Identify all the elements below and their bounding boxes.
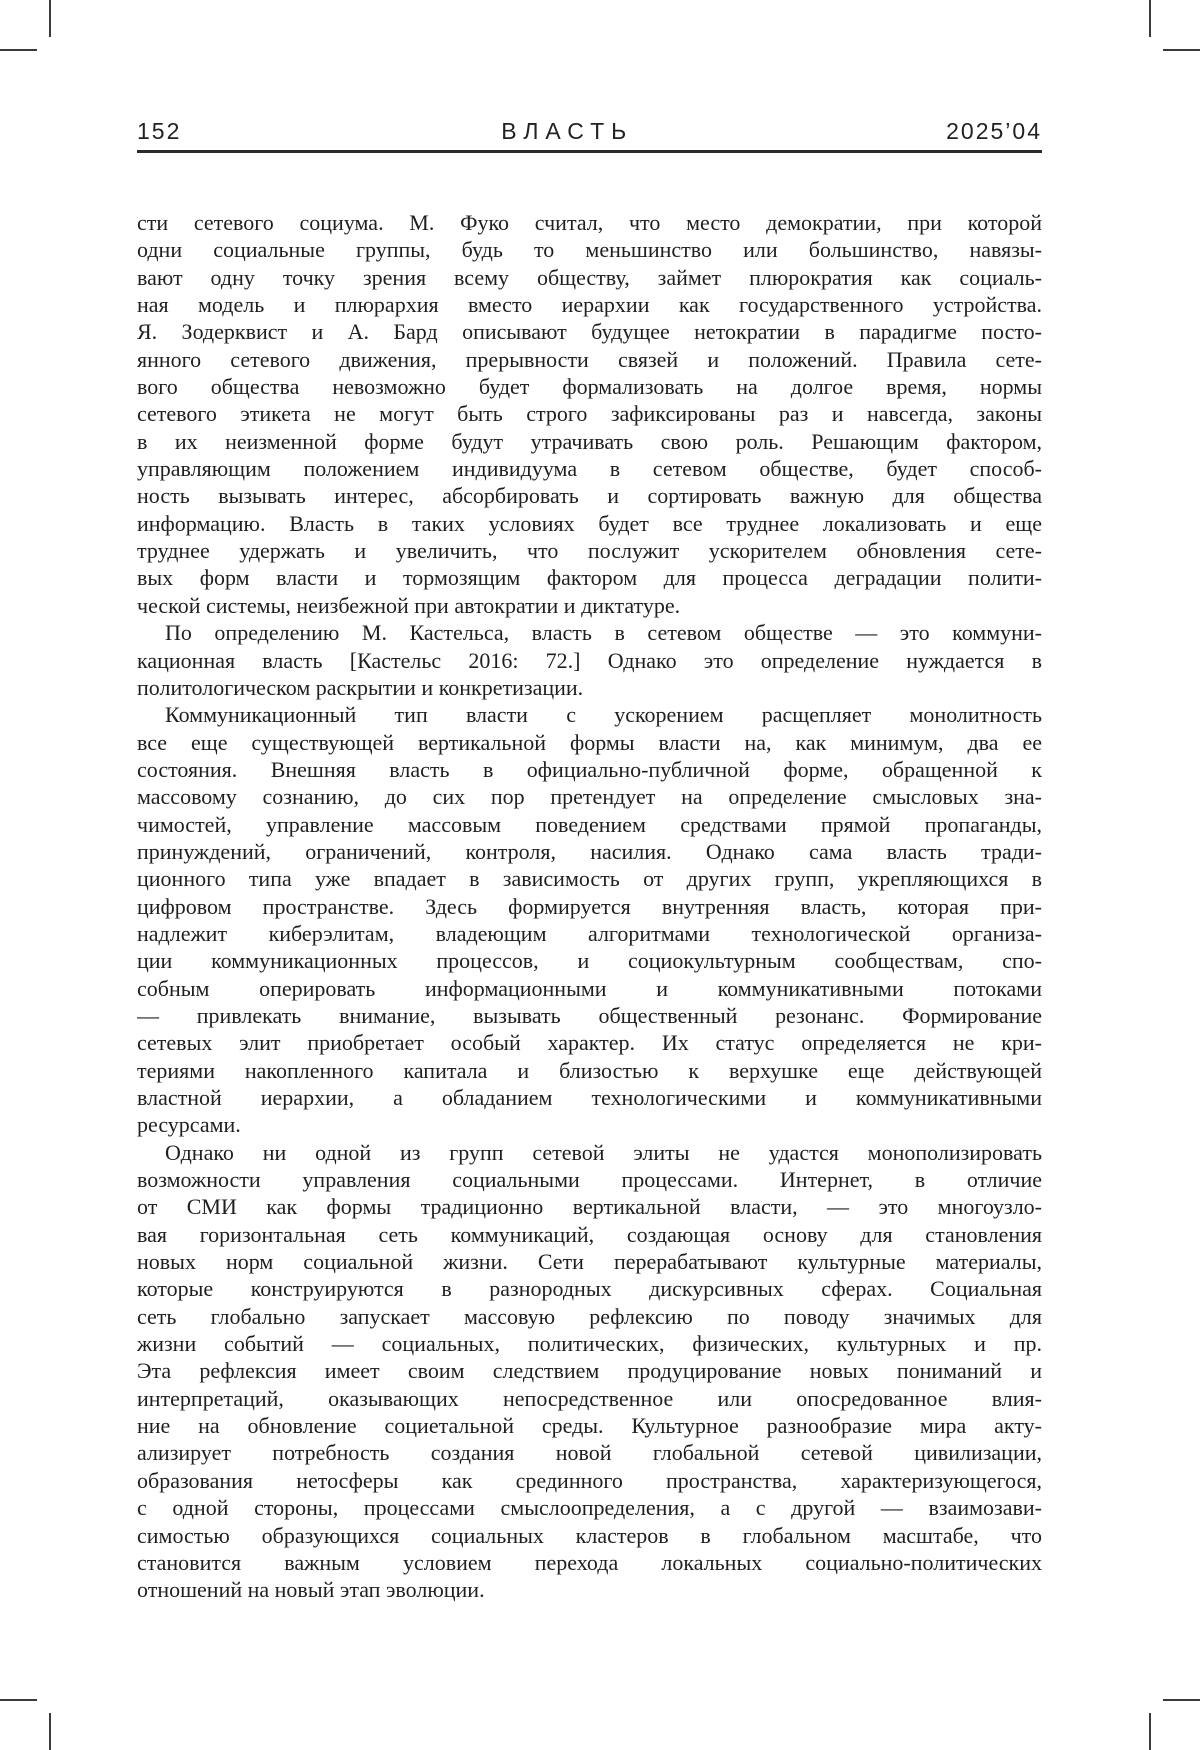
text-line: образования нетосферы как срединного пространства, характеризующегося, [137, 1467, 1042, 1493]
text-line: которые конструируются в разнородных дискурсивных сферах. Социальная [137, 1276, 1042, 1302]
text-line: жизни событий — социальных, политических, физических, культурных и пр. [137, 1331, 1042, 1357]
text-line: массовому сознанию, до сих пор претендует на определение смысловых зна- [137, 784, 1042, 810]
text-line: информацию. Власть в таких условиях будет все труднее локализовать и еще [137, 510, 1042, 536]
text-line: кационная власть [Кастельс 2016: 72.] Однако это определение нуждается в [137, 647, 1042, 673]
crop-mark-top-left-horizontal [0, 49, 37, 51]
text-line: возможности управления социальными процессами. Интернет, в отличие [137, 1167, 1042, 1193]
text-line: ность вызывать интерес, абсорбировать и сортировать важную для общества [137, 483, 1042, 509]
article-body [137, 209, 1042, 1604]
crop-mark-top-right-vertical [1149, 0, 1151, 37]
text-line: янного сетевого движения, прерывности связей и положений. Правила сете- [137, 346, 1042, 372]
text-line: собным оперировать информационными и коммуникативными потоками [137, 975, 1042, 1001]
crop-mark-top-left-vertical [49, 0, 51, 37]
text-line: Я. Зодерквист и А. Бард описывают будущее нетократии в парадигме посто- [137, 319, 1042, 345]
text-line: надлежит киберэлитам, владеющим алгоритмами технологической организа- [137, 920, 1042, 946]
text-line: от СМИ как формы традиционно вертикальной власти, — это многоузло- [137, 1194, 1042, 1220]
text-line: ная модель и плюрархия вместо иерархии как государственного устройства. [137, 292, 1042, 318]
text-line: вают одну точку зрения всему обществу, займет плюрократия как социаль- [137, 264, 1042, 290]
text-line: становится важным условием перехода локальных социально-политических [137, 1549, 1042, 1575]
crop-mark-bottom-left-horizontal [0, 1699, 37, 1701]
crop-mark-bottom-right-horizontal [1163, 1699, 1200, 1701]
text-line: териями накопленного капитала и близостью к верхушке еще действующей [137, 1057, 1042, 1083]
page-content [137, 0, 1042, 1604]
crop-mark-top-right-horizontal [1163, 49, 1200, 51]
journal-title: ВЛАСТЬ [501, 118, 634, 144]
text-line: принуждений, ограничений, контроля, насилия. Однако сама власть тради- [137, 838, 1042, 864]
text-line: ционного типа уже впадает в зависимость от других групп, укрепляющихся в [137, 866, 1042, 892]
text-line: вая горизонтальная сеть коммуникаций, создающая основу для становления [137, 1221, 1042, 1247]
text-line: симостью образующихся социальных кластеров в глобальном масштабе, что [137, 1522, 1042, 1548]
text-line: ции коммуникационных процессов, и социокультурным сообществам, спо- [137, 948, 1042, 974]
text-line: управляющим положением индивидуума в сетевом обществе, будет способ- [137, 456, 1042, 482]
crop-mark-bottom-left-vertical [49, 1713, 51, 1750]
page-header [137, 119, 1042, 144]
text-line: ние на обновление социетальной среды. Культурное разнообразие мира акту- [137, 1413, 1042, 1439]
text-line: ресурсами. [137, 1112, 241, 1138]
text-line: все еще существующей вертикальной формы власти на, как минимум, два ее [137, 729, 1042, 755]
text-line: отношений на новый этап эволюции. [137, 1577, 485, 1603]
text-line: Коммуникационный тип власти с ускорением расщепляет монолитность [165, 702, 1042, 728]
text-line: сти сетевого социума. М. Фуко считал, что место демократии, при которой [137, 210, 1042, 235]
text-line: вых форм власти и тормозящим фактором для процесса деградации полити- [137, 565, 1042, 591]
text-line: труднее удержать и увеличить, что послужит ускорителем обновления сете- [137, 538, 1042, 564]
text-line: ческой системы, неизбежной при автократии и диктатуре. [137, 592, 681, 618]
header-rule [137, 150, 1042, 153]
text-line: ализирует потребность создания новой глобальной сетевой цивилизации, [137, 1440, 1042, 1466]
text-line: сетевого этикета не могут быть строго зафиксированы раз и навсегда, законы [137, 401, 1042, 427]
text-line: Эта рефлексия имеет своим следствием продуцирование новых пониманий и [137, 1358, 1042, 1384]
text-line: одни социальные группы, будь то меньшинство или большинство, навязы- [137, 237, 1042, 263]
text-line: властной иерархии, а обладанием технологическими и коммуникативными [137, 1085, 1042, 1110]
text-line: вого общества невозможно будет формализовать на долгое время, нормы [137, 374, 1042, 400]
text-line: новых норм социальной жизни. Сети перерабатывают культурные материалы, [137, 1249, 1042, 1275]
text-line: По определению М. Кастельса, власть в сетевом обществе — это коммуни- [165, 620, 1042, 646]
text-line: политологическом раскрытии и конкретизации. [137, 674, 584, 700]
text-line: сеть глобально запускает массовую рефлексию по поводу значимых для [137, 1303, 1042, 1329]
text-line: — привлекать внимание, вызывать общественный резонанс. Формирование [137, 1002, 1042, 1028]
page-number: 152 [137, 118, 182, 144]
text-line: с одной стороны, процессами смыслоопределения, а с другой — взаимозави- [137, 1495, 1042, 1521]
issue-number: 2025’04 [946, 118, 1042, 144]
text-line: чимостей, управление массовым поведением средствами прямой пропаганды, [137, 811, 1042, 837]
text-line: в их неизменной форме будут утрачивать свою роль. Решающим фактором, [137, 428, 1042, 454]
text-line: интерпретаций, оказывающих непосредственное или опосредованное влия- [137, 1385, 1042, 1411]
text-line: состояния. Внешняя власть в официально-публичной форме, обращенной к [137, 756, 1042, 782]
text-line: цифровом пространстве. Здесь формируется внутренняя власть, которая при- [137, 893, 1042, 919]
text-line: сетевых элит приобретает особый характер. Их статус определяется не кри- [137, 1030, 1042, 1056]
crop-mark-bottom-right-vertical [1149, 1713, 1151, 1750]
text-line: Однако ни одной из групп сетевой элиты не удастся монополизировать [165, 1139, 1042, 1165]
